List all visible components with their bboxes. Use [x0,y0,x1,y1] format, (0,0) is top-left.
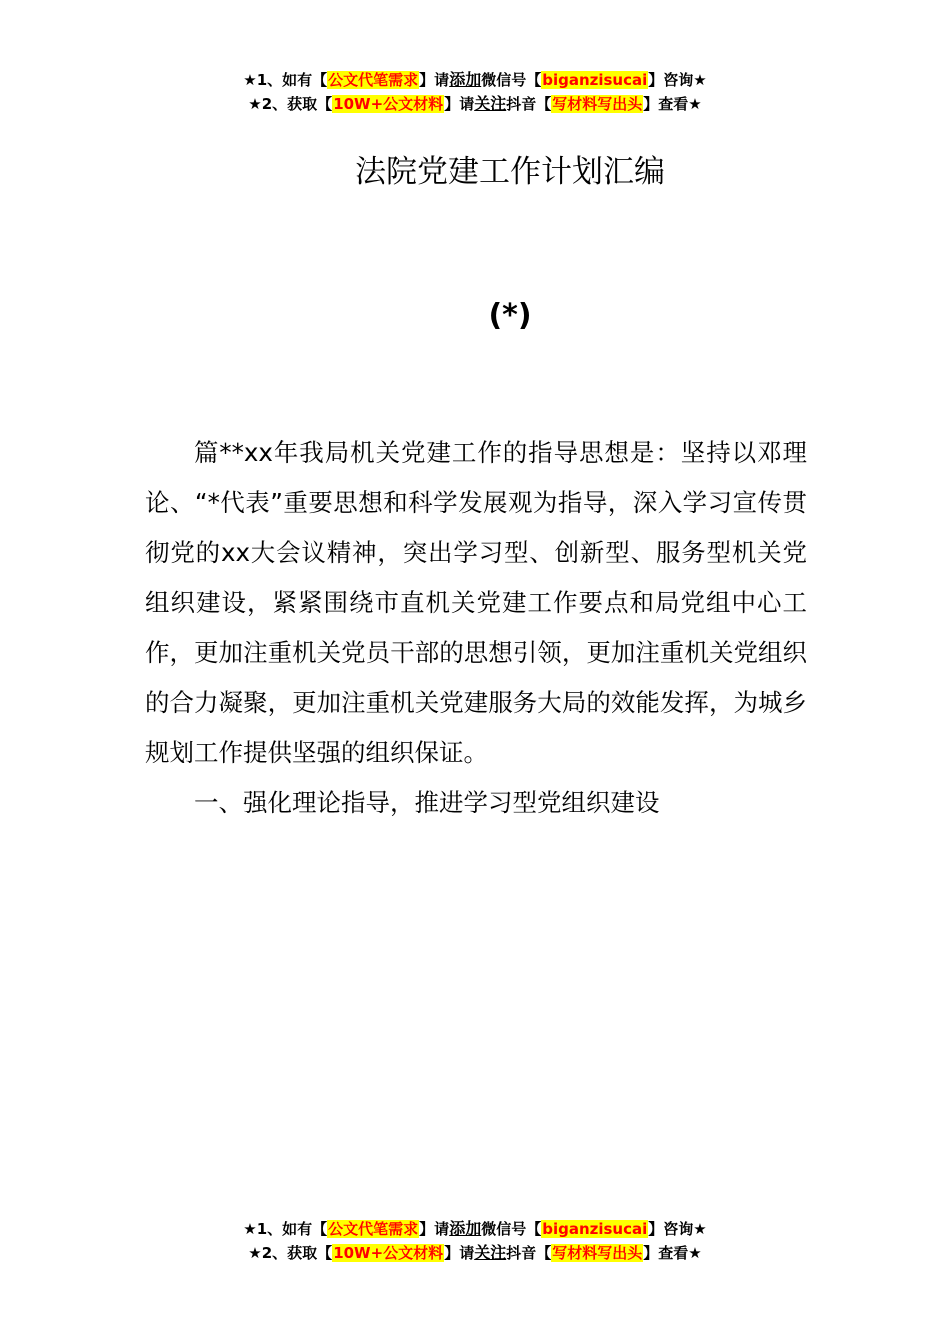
banner-text: 微信号【 [481,71,542,89]
banner-highlight: biganzisucai [542,71,648,89]
banner-highlight: 公文代笔需求 [328,71,419,89]
banner-underline: 关注 [474,1243,507,1262]
body-paragraph: 篇**xx年我局机关党建工作的指导思想是：坚持以邓理论、“*代表”重要思想和科学发展观为指导，深入学习宣传贯彻党的xx大会议精神，突出学习型、创新型、服务型机关党组织建设，紧紧围绕市直机关党建工作要点和局党组中心工作，更加注重机关党员干部的思想引领，更加注重机关党组织的合力凝聚，更加注重机关党建服务大局的效能发挥，为城乡规划工作提供坚强的组织保证。 [145,438,807,767]
banner-text: 】请 [444,1244,475,1262]
banner-line-1 [0,1217,950,1241]
banner-text: 微信号【 [481,1220,542,1238]
banner-text: 】请 [419,1220,450,1238]
footer-banner [0,1217,950,1265]
banner-highlight: biganzisucai [542,1220,648,1238]
banner-highlight: 写材料写出头 [552,1244,643,1262]
banner-text: 】请 [419,71,450,89]
banner-text: 】咨询★ [648,71,707,89]
header-banner [0,68,950,116]
banner-highlight: 10W+公文材料 [333,1244,444,1262]
document-title: 法院党建工作计划汇编 [355,154,665,190]
banner-highlight: 写材料写出头 [552,95,643,113]
banner-highlight: 公文代笔需求 [328,1220,419,1238]
banner-line-2 [0,1241,950,1265]
banner-highlight: 10W+公文材料 [333,95,444,113]
banner-text: 】查看★ [643,1244,702,1262]
banner-text: ★1、如有【 [243,71,328,89]
banner-text: ★1、如有【 [243,1220,328,1238]
banner-underline: 添加 [449,1219,482,1238]
banner-text: 】请 [444,95,475,113]
banner-text: 】查看★ [643,95,702,113]
banner-text: ★2、获取【 [248,1244,333,1262]
banner-text: 】咨询★ [648,1220,707,1238]
document-subtitle: (*) [488,298,532,333]
banner-underline: 添加 [449,70,482,89]
banner-line-2 [0,92,950,116]
banner-text: 抖音【 [506,95,552,113]
banner-text: ★2、获取【 [248,95,333,113]
section-heading: 一、强化理论指导，推进学习型党组织建设 [194,788,660,817]
banner-text: 抖音【 [506,1244,552,1262]
banner-underline: 关注 [474,94,507,113]
banner-line-1 [0,68,950,92]
